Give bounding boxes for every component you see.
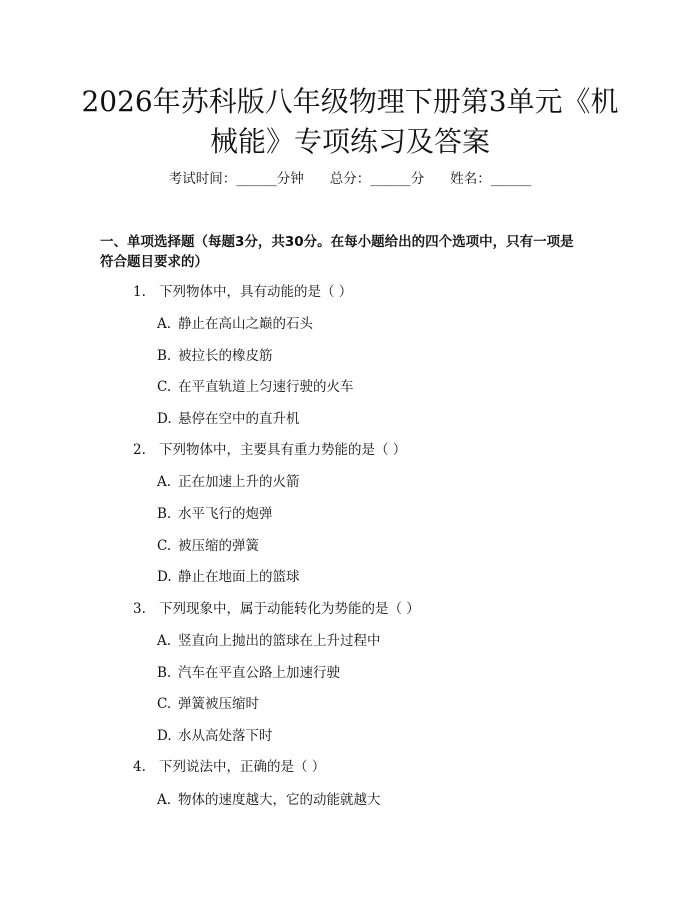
- page-title: [60, 82, 640, 162]
- option-3d: [157, 727, 273, 745]
- option-4a: [157, 791, 381, 809]
- option-1b: [157, 347, 273, 365]
- question-text: 下列说法中，正确的是（ ）: [159, 759, 326, 775]
- option-label: A.: [157, 474, 172, 490]
- question-text: 下列物体中，具有动能的是（ ）: [159, 284, 353, 300]
- student-name: 姓名：______: [450, 171, 532, 187]
- option-2a: [157, 473, 300, 491]
- option-2b: [157, 505, 273, 523]
- option-text: 在平直轨道上匀速行驶的火车: [178, 379, 354, 395]
- title-line-1: 2026年苏科版八年级物理下册第3单元《机: [81, 85, 619, 118]
- option-3c: [157, 695, 259, 713]
- option-1d: [157, 410, 300, 428]
- option-label: B.: [157, 506, 172, 522]
- option-text: 弹簧被压缩时: [178, 696, 259, 712]
- option-label: C.: [157, 538, 172, 554]
- section-heading: [100, 232, 600, 272]
- exam-time: 考试时间：______分钟: [168, 171, 304, 187]
- option-text: 物体的速度越大，它的动能就越大: [178, 792, 381, 808]
- question-4: [133, 758, 325, 776]
- option-text: 正在加速上升的火箭: [178, 474, 300, 490]
- option-text: 被拉长的橡皮筋: [178, 348, 273, 364]
- option-3b: [157, 664, 340, 682]
- total-score: 总分：______分: [329, 171, 425, 187]
- question-text: 下列现象中，属于动能转化为势能的是（ ）: [159, 601, 420, 617]
- option-label: D.: [157, 411, 172, 427]
- option-text: 静止在高山之巅的石头: [178, 316, 313, 332]
- option-label: D.: [157, 728, 172, 744]
- option-text: 水平飞行的炮弹: [178, 506, 273, 522]
- option-label: A.: [157, 316, 172, 332]
- question-number: 2.: [133, 442, 146, 458]
- title-line-2: 械能》专项练习及答案: [209, 125, 490, 158]
- option-2d: [157, 568, 300, 586]
- exam-info: [0, 170, 700, 188]
- option-1a: [157, 315, 313, 333]
- option-label: C.: [157, 379, 172, 395]
- option-label: A.: [157, 633, 172, 649]
- option-label: B.: [157, 348, 172, 364]
- option-text: 被压缩的弹簧: [178, 538, 259, 554]
- question-1: [133, 283, 352, 301]
- option-3a: [157, 632, 381, 650]
- question-number: 1.: [133, 284, 146, 300]
- question-number: 4.: [133, 759, 146, 775]
- question-2: [133, 441, 406, 459]
- option-text: 静止在地面上的篮球: [178, 569, 300, 585]
- option-2c: [157, 537, 259, 555]
- option-label: D.: [157, 569, 172, 585]
- section-heading-line-2: 符合题目要求的）: [100, 254, 208, 270]
- option-label: A.: [157, 792, 172, 808]
- option-label: C.: [157, 696, 172, 712]
- question-3: [133, 600, 420, 618]
- question-number: 3.: [133, 601, 146, 617]
- option-1c: [157, 378, 354, 396]
- option-text: 悬停在空中的直升机: [178, 411, 300, 427]
- section-heading-line-1: 一、单项选择题（每题3分，共30分。在每小题给出的四个选项中，只有一项是: [100, 234, 574, 250]
- option-label: B.: [157, 665, 172, 681]
- option-text: 竖直向上抛出的篮球在上升过程中: [178, 633, 381, 649]
- option-text: 水从高处落下时: [178, 728, 273, 744]
- question-text: 下列物体中，主要具有重力势能的是（ ）: [159, 442, 407, 458]
- option-text: 汽车在平直公路上加速行驶: [178, 665, 340, 681]
